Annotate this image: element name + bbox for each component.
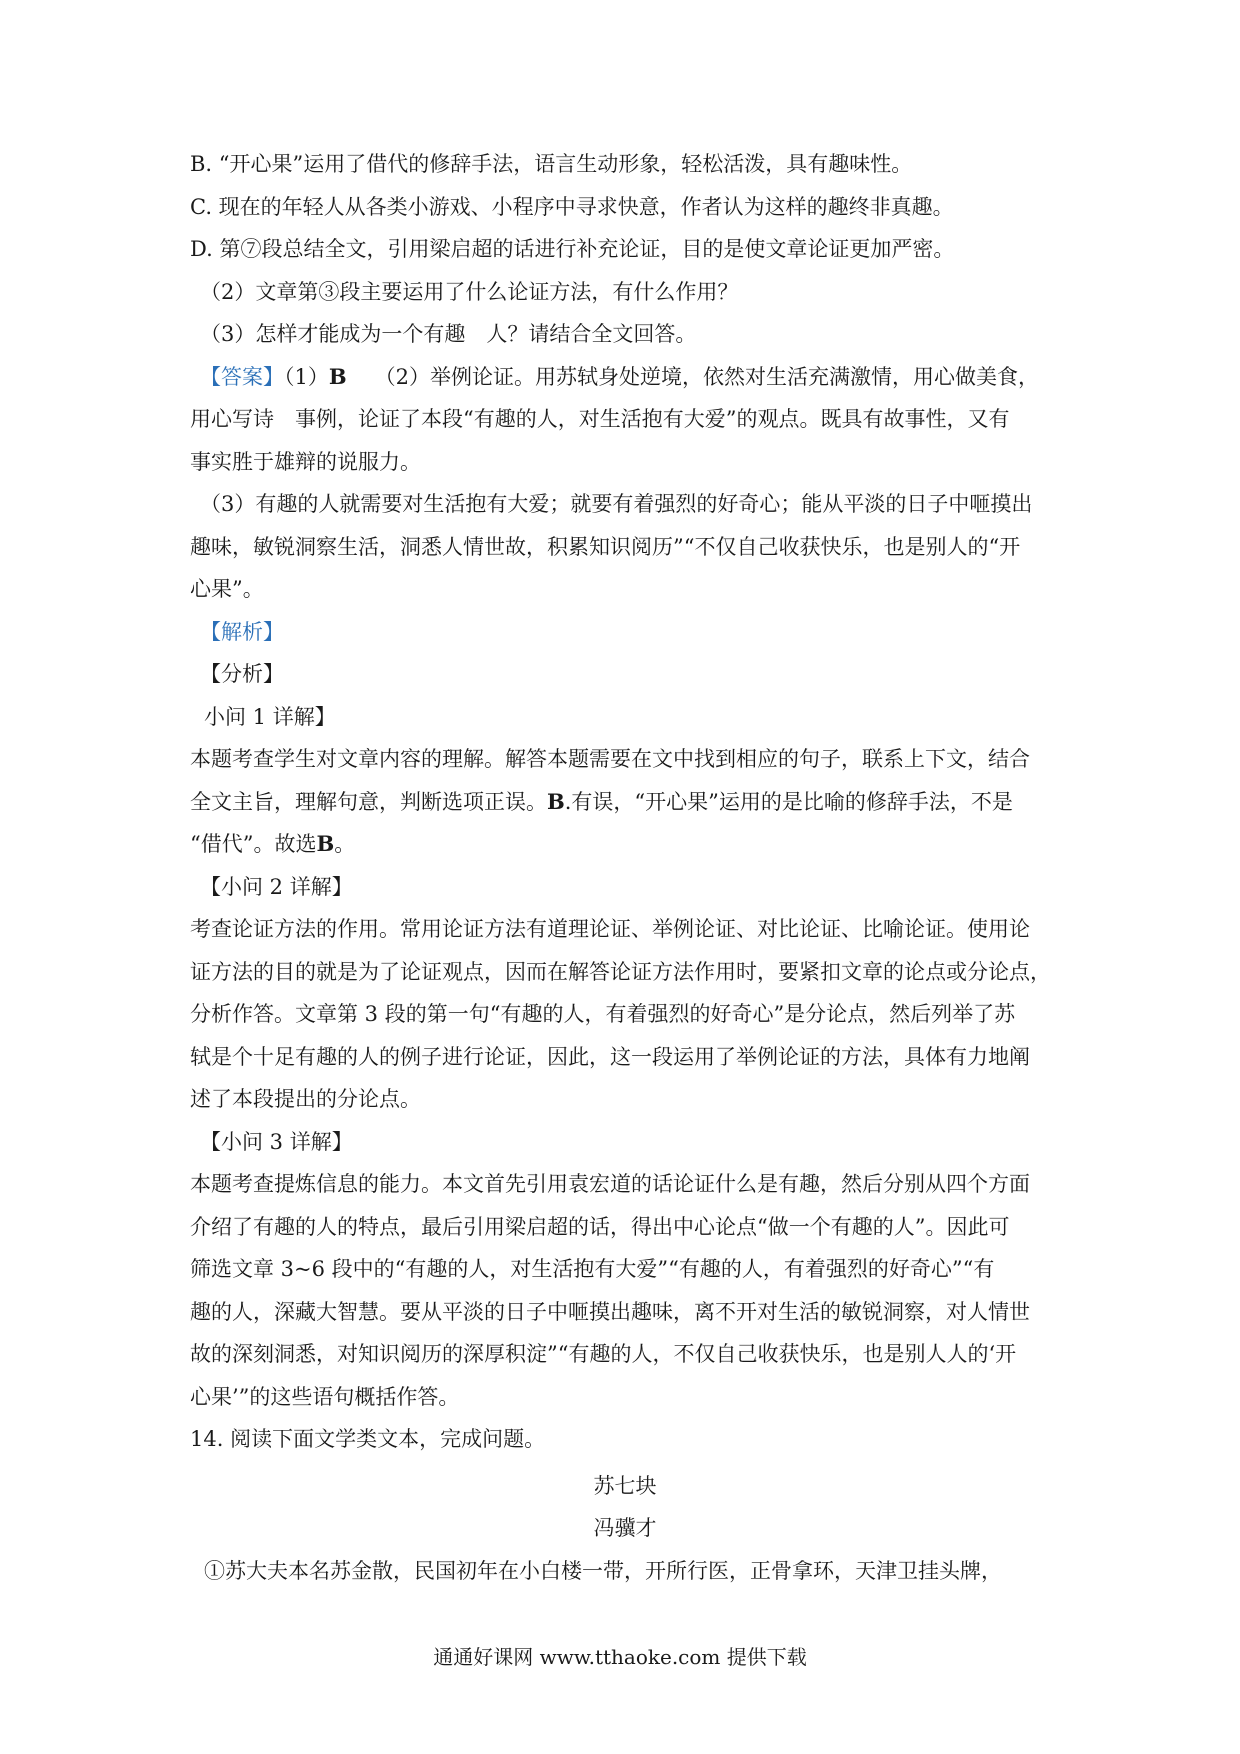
story-author: 冯骥才	[593, 1516, 657, 1540]
q1-line-3: “借代”。故选B。	[190, 831, 356, 856]
q3-line-2: 介绍了有趣的人的特点，最后引用梁启超的话，得出中心论点“做一个有趣的人”。因此可	[190, 1214, 1010, 1239]
option-c: C. 现在的年轻人从各类小游戏、小程序中寻求快意，作者认为这样的趣终非真趣。	[190, 194, 954, 219]
story-para-1: ①苏大夫本名苏金散，民国初年在小白楼一带，开所行医，正骨拿环，天津卫挂头牌，	[204, 1558, 1002, 1583]
option-d: D. 第⑦段总结全文，引用梁启超的话进行补充论证，目的是使文章论证更加严密。	[190, 237, 955, 261]
answer-1-letter: B	[328, 363, 347, 389]
q2-line-2: 证方法的目的就是为了论证观点，因而在解答论证方法作用时，要紧扣文章的论点或分论点，	[190, 959, 1051, 984]
answer-3-line-1: （3）有趣的人就需要对生活抱有大爱；就要有着强烈的好奇心；能从平淡的日子中咂摸出	[200, 492, 1033, 516]
q3-line-4: 趣的人，深藏大智慧。要从平淡的日子中咂摸出趣味，离不开对生活的敏锐洞察，对人情世	[190, 1299, 1030, 1324]
answer-line-2: 用心写诗 事例，论证了本段“有趣的人，对生活抱有大爱”的观点。既具有故事性，又有	[190, 407, 1010, 431]
q1-heading: 小问 1 详解】	[204, 704, 336, 729]
q3-line-1: 本题考查提炼信息的能力。本文首先引用袁宏道的话论证什么是有趣，然后分别从四个方面	[190, 1172, 1030, 1196]
answer-line-1	[190, 356, 1060, 399]
analysis-fenxi: 【分析】	[200, 662, 284, 686]
option-b: B. “开心果”运用了借代的修辞手法，语言生动形象，轻松活泼，具有趣味性。	[190, 152, 913, 176]
question-2: （2）文章第③段主要运用了什么论证方法，有什么作用？	[200, 279, 739, 304]
q2-line-4: 轼是个十足有趣的人的例子进行论证，因此，这一段运用了举例论证的方法，具体有力地阐	[190, 1044, 1030, 1069]
q2-heading: 【小问 2 详解】	[200, 874, 353, 899]
story-title: 苏七块	[593, 1473, 657, 1498]
q14-prompt: 14. 阅读下面文学类文本，完成问题。	[190, 1427, 546, 1451]
page-footer: 通通好课网 www.tthaoke.com 提供下载	[433, 1645, 807, 1669]
question-3: （3）怎样才能成为一个有趣 人？请结合全文回答。	[200, 322, 697, 346]
answer-3-line-2: 趣味，敏锐洞察生活，洞悉人情世故，积累知识阅历”“不仅自己收获快乐，也是别人的“开	[190, 534, 1021, 559]
answer-1-num: （1）	[284, 364, 329, 389]
q2-line-5: 述了本段提出的分论点。	[190, 1087, 421, 1111]
q3-line-6: 心果’”的这些语句概括作答。	[190, 1384, 460, 1409]
q3-line-5: 故的深刻洞悉，对知识阅历的深厚积淀”“有趣的人，不仅自己收获快乐，也是别人人的‘开	[190, 1342, 1017, 1366]
q1-line-1: 本题考查学生对文章内容的理解。解答本题需要在文中找到相应的句子，联系上下文，结合	[190, 747, 1030, 771]
q3-line-3: 筛选文章 3~6 段中的“有趣的人，对生活抱有大爱”“有趣的人，有着强烈的好奇心”“有	[190, 1257, 995, 1281]
q3-heading: 【小问 3 详解】	[200, 1129, 353, 1154]
answer-tag: 【答案】	[200, 364, 284, 389]
document-body	[190, 143, 1060, 1592]
q1-line-2: 全文主旨，理解句意，判断选项正误。B.有误，“开心果”运用的是比喻的修辞手法，不是	[190, 788, 1013, 814]
q2-line-3: 分析作答。文章第 3 段的第一句“有趣的人，有着强烈的好奇心”是分论点，然后列举了苏	[190, 1002, 1016, 1026]
answer-3-line-3: 心果”。	[190, 577, 264, 601]
analysis-tag: 【解析】	[200, 619, 284, 644]
answer-line-3: 事实胜于雄辩的说服力。	[190, 449, 421, 474]
q2-line-1: 考查论证方法的作用。常用论证方法有道理论证、举例论证、对比论证、比喻论证。使用论	[190, 917, 1030, 941]
answer-2-start: （2）举例论证。用苏轼身处逆境，依然对生活充满激情，用心做美食，	[374, 364, 1039, 389]
